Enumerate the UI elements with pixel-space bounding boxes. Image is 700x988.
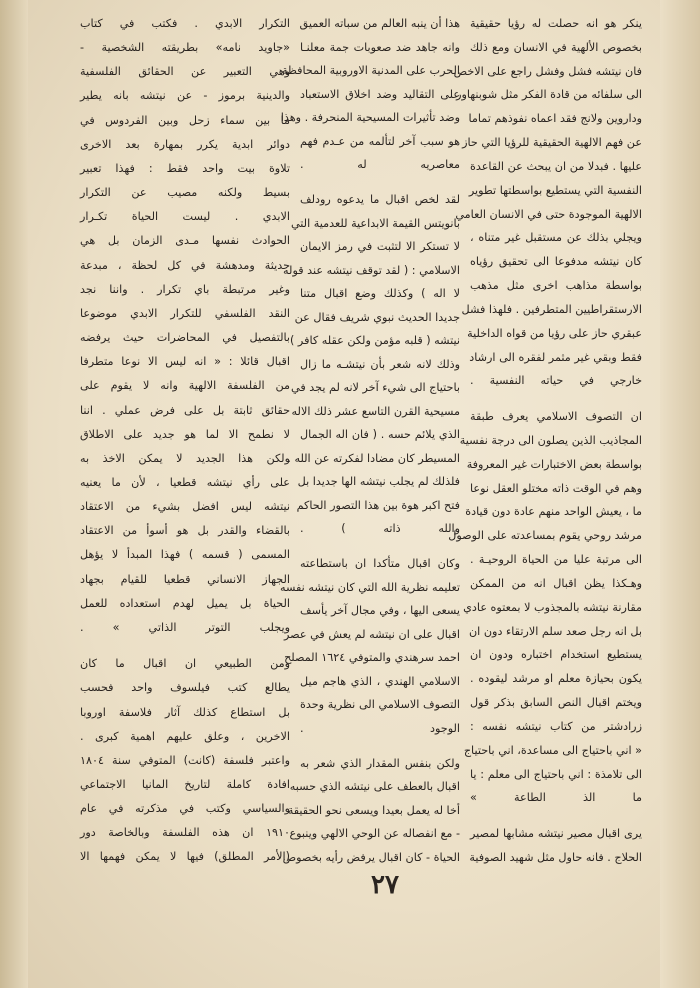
text-line: بواسطة بعض الاختبارات غير المعروفة: [466, 457, 642, 471]
text-line: ما بين سماء زحل وبين الفردوس في: [80, 113, 290, 127]
text-line: الالهية الموجودة حتى في الانسان العامي: [455, 207, 642, 221]
text-line: وهم في الوقت ذاته مختلو العقل نوعا: [470, 481, 642, 495]
text-line: يسعى اليها ، وفي مجال آخر يأسف: [300, 604, 460, 617]
text-line: افادة كاملة لتاريخ المانيا الاجتماعي: [80, 778, 290, 791]
page-edge-shadow-left: [0, 0, 28, 988]
text-line: عن فهم الالهية الحقيقية للرؤيا التي حاز: [462, 136, 642, 150]
paragraph-gap: [300, 744, 460, 748]
text-line: فلذلك لم يجلب نيتشه الها جديدا بل: [297, 475, 460, 488]
text-line: ويختم اقبال النص السابق بذكر قول: [470, 696, 642, 710]
text-line: ما ، يعيش الواحد منهم عادة دون قيادة: [465, 505, 642, 519]
text-line: الوجود .: [300, 721, 460, 735]
text-line: «جاويد نامه» بطريقته الشخصية -: [80, 41, 290, 55]
text-line: (الأمر المطلق) فيها لا يمكن فهمها الا: [80, 850, 290, 864]
text-line: الذي يلائم حسه . ( فان اله الجمال: [300, 428, 460, 441]
text-line: الى تلامذة : اني باحتياج الى معلم : يا: [470, 767, 642, 781]
text-line: مسيحية القرن التاسع عشر ذلك الاله: [291, 404, 460, 418]
text-line: ما الذ الطاعة »: [470, 791, 642, 805]
text-line: الجهاز الانساني قطعيا للقيام بجهاد: [80, 572, 290, 586]
text-line: احمد سرهندي والمتوفي ١٦٢٤ المصلح: [284, 651, 460, 664]
text-line: نيتشه ليس افضل بشيء من الاعتقاد: [80, 500, 290, 514]
page-number: ٢٧: [371, 870, 399, 900]
paragraph-gap: [470, 397, 642, 401]
text-line: على رأي نيتشه قطعيا ، لأن ما يعنيه: [80, 475, 290, 489]
text-line: وداروين ولانج فقد اعماه نفوذهم تماما: [468, 112, 642, 126]
text-line: الحياة بل يميل لهدم استعداده للعمل: [80, 596, 290, 610]
text-line: لقد لخص اقبال ما يدعوه رودلف: [300, 193, 460, 206]
text-line: اقبال على ان نيتشه لم يعش في عصر: [284, 627, 460, 641]
text-line: وهـكذا يظن اقبال انه من الممكن: [470, 576, 642, 590]
text-line: عليها . فبدلا من ان يبحث عن القاعدة: [470, 159, 642, 173]
text-column-middle: [280, 16, 460, 866]
text-line: ومن الطبيعي ان اقبال ما كان: [80, 657, 290, 671]
text-line: لا نطمح الا لما هو جديد على الاطلاق: [80, 427, 290, 441]
text-column-left: [80, 16, 290, 866]
text-line: التصوف الاسلامي الى نظرية وحدة: [300, 698, 460, 711]
text-line: وذلك لانه شعر بأن نيتشـه ما زال: [300, 357, 460, 371]
text-line: مرشد روحي يقوم بمساعدته على الوصول: [448, 529, 642, 543]
text-line: بواسطة مذاهب اخرى مثل مذهب: [470, 279, 642, 293]
text-line: حديثة ومدهشة في كل لحظة ، مبدعة: [80, 258, 290, 272]
text-line: تعليمه نظرية الله التي كان نيتشه نفسه: [280, 580, 460, 594]
text-line: حقائق ثابتة بل على فرض عملي . اننا: [80, 403, 290, 417]
text-line: وغير مرتبطة باي تكرار . واننا نجد: [80, 282, 290, 296]
text-line: بالقضاء والقدر بل هو أسوأ من الاعتقاد: [80, 524, 290, 538]
text-line: التكرار الابدي . فكتب في كتاب: [80, 17, 290, 30]
text-line: وضد تأثيرات المسيحية المنحرفة . وهذا: [280, 111, 460, 124]
text-line: الحرب على المدنية الاوروبية المحافظة: [281, 64, 460, 77]
text-line: دوائر ابدية يكرر بمهارة بعد الاخرى: [80, 137, 290, 151]
text-line: والسياسي وكتب في مذكرته في عام: [80, 802, 290, 816]
text-line: زرادشتر من كتاب نيتشه نفسه :: [470, 719, 642, 733]
text-line: الاسلامي : ( لقد توقف نيتشه عند قوله: [283, 263, 460, 277]
text-line: بل انه رجل صعد سلم الارتقاء دون ان: [468, 624, 642, 638]
text-line: ويجلي بذلك عن مستقبل غير متناه ،: [470, 231, 642, 245]
text-line: ينكر هو انه حصلت له رؤيا حقيقية: [470, 17, 642, 30]
text-line: هو سبب آخر لتألمه من عـدم فهم: [300, 134, 460, 148]
text-line: الاسلامي الهندي ، الذي هاجم ميل: [300, 674, 460, 688]
text-line: النقد الفلسفي للتكرار الابدي موضوعا: [80, 306, 290, 320]
text-line: بالتفصيل في المحاضرات حيث يرفضه: [80, 331, 290, 345]
text-line: لا تستكر الا لتثبت في رمز الايمان: [300, 240, 460, 253]
text-line: جديدا الحديث نبوي شريف فقال عن: [294, 310, 460, 324]
text-line: واعتبر فلسفة (كانت) المتوفي سنة ١٨٠٤: [80, 753, 290, 767]
text-line: فان نيتشه فشل وفشل راجع على الاخص: [453, 64, 642, 78]
text-line: يطالع كتب فيلسوف واحد فحسب: [80, 681, 290, 695]
text-line: ان التصوف الاسلامي يعرف طبقة: [470, 410, 642, 424]
paragraph-gap: [300, 545, 460, 549]
text-line: المجاذيب الذين يصلون الى درجة نفسية: [459, 433, 642, 447]
text-line: والدينية برموز - عن نيتشه بانه يطير: [80, 89, 290, 103]
text-line: على التقاليد وضد اخلاق الاستعباد: [300, 87, 460, 101]
text-line: مقارنة نيتشه بالمجذوب لا بمعتوه عادي: [463, 600, 642, 614]
text-line: تلاوة بيت واحد فقط : فهذا تعبير: [80, 161, 290, 175]
text-line: ويجلب التوتر الذاتي » .: [80, 620, 290, 634]
text-line: اقبال بالعطف على نيتشه الذي حسبه: [289, 780, 460, 793]
text-line: ولكن بنفس المقدار الذي شعر به: [300, 756, 460, 770]
text-line: اقبال قائلا : « انه ليس الا نوعا متطرفا: [80, 355, 290, 369]
text-line: يستطيع استخدام اختباره ودون ان: [470, 648, 642, 662]
page-edge-shadow-right: [660, 0, 700, 988]
text-line: ولكن هذا الجديد لا يمكن الاخذ به: [80, 451, 290, 465]
text-line: معاصريه له .: [300, 158, 460, 171]
text-line: بانويتس القيمة الابداعية للعدمية التي: [290, 216, 460, 230]
text-line: نيتشه ( قلبه مؤمن ولكن عقله كافر ): [290, 334, 460, 347]
text-line: فتح اكبر هوة بين هذا التصور الحاكم: [296, 498, 460, 512]
paragraph-gap: [470, 814, 642, 818]
text-line: الحياة - كان اقبال يرفض رأيه بخصوص: [282, 850, 460, 864]
text-line: من الفلسفة الالهية وانه لا يقوم على: [80, 379, 290, 393]
text-column-right: [448, 16, 642, 866]
text-line: خارجي في حياته النفسية .: [470, 374, 642, 388]
text-line: يكون بحيازة معلم او مرشد ليقوده .: [470, 672, 642, 686]
text-line: وهي التعبير عن الحقائق الفلسفية: [80, 65, 290, 79]
text-line: هذا أن ينبه العالم من سباته العميق: [299, 17, 460, 30]
text-line: الاخرين ، وعلق عليهم اهمية كبرى .: [80, 729, 290, 743]
text-line: يرى اقبال مصير نيتشه مشابها لمصير: [470, 826, 642, 840]
text-line: والله ذاته ) .: [300, 522, 460, 535]
text-line: المسمى ( قسمه ) فهذا المبدأ لا يؤهل: [80, 548, 290, 562]
text-line: الابدي . ليست الحياة تكـرار: [80, 210, 290, 224]
text-line: « اني باحتياج الى مساعدة، اني باحتياج: [463, 743, 642, 757]
text-line: وانه جاهد ضد صعوبات جمة معلنـا: [300, 40, 460, 54]
text-line: لا اله ) وكذلك وضع اقبال متنا: [300, 287, 460, 300]
text-line: النفسية التي يستطيع بواسطتها تطوير: [468, 183, 642, 197]
text-line: - مع انفصاله عن الوحي الالهي وينبوع: [289, 827, 460, 840]
text-line: بخصوص الألهية في الانسان ومع ذلك: [470, 40, 642, 54]
text-line: الارستقراطيين المتطرفين . فلهذا فشل: [461, 302, 642, 316]
text-line: فقط وبقي غير مثمر لفقره الى ارشاد: [469, 350, 642, 364]
paragraph-gap: [80, 644, 290, 648]
text-line: المسيطر كان مضادا لفكرته عن الله .: [287, 451, 460, 465]
paragraph-gap: [300, 181, 460, 185]
text-line: كان نيتشه مدفوعا الى تحقيق رؤياه: [470, 255, 642, 269]
text-line: الحوادث نفسها مـدى الزمان بل هي: [80, 234, 290, 248]
text-line: ١٩١٠ ان هذه الفلسفة وبالخاصة دور: [80, 826, 290, 840]
text-line: الحلاج . فانه حاول مثل شهيد الصوفية: [469, 850, 642, 864]
text-line: بسيط ولكنه مصيب عن التكرار: [80, 186, 290, 200]
text-line: عبقري حاز على رؤيا من قواه الداخلية: [467, 326, 642, 340]
text-line: باحتياج الى شيء آخر لانه لم يجد في: [291, 381, 460, 394]
text-line: أخا له يعمل بعيدا ويسعى نحو الحقيقة: [287, 803, 460, 817]
text-line: بل استطاع كذلك آثار فلاسفة اوروبا: [80, 705, 290, 719]
text-line: الى مرتبة عليا من الحياة الروحيـة .: [470, 553, 642, 567]
text-line: الى سلفائه من قادة الفكر مثل شوبنهاور: [456, 88, 642, 102]
text-line: وكان اقبال متأكدا ان باستطاعته: [300, 557, 460, 570]
